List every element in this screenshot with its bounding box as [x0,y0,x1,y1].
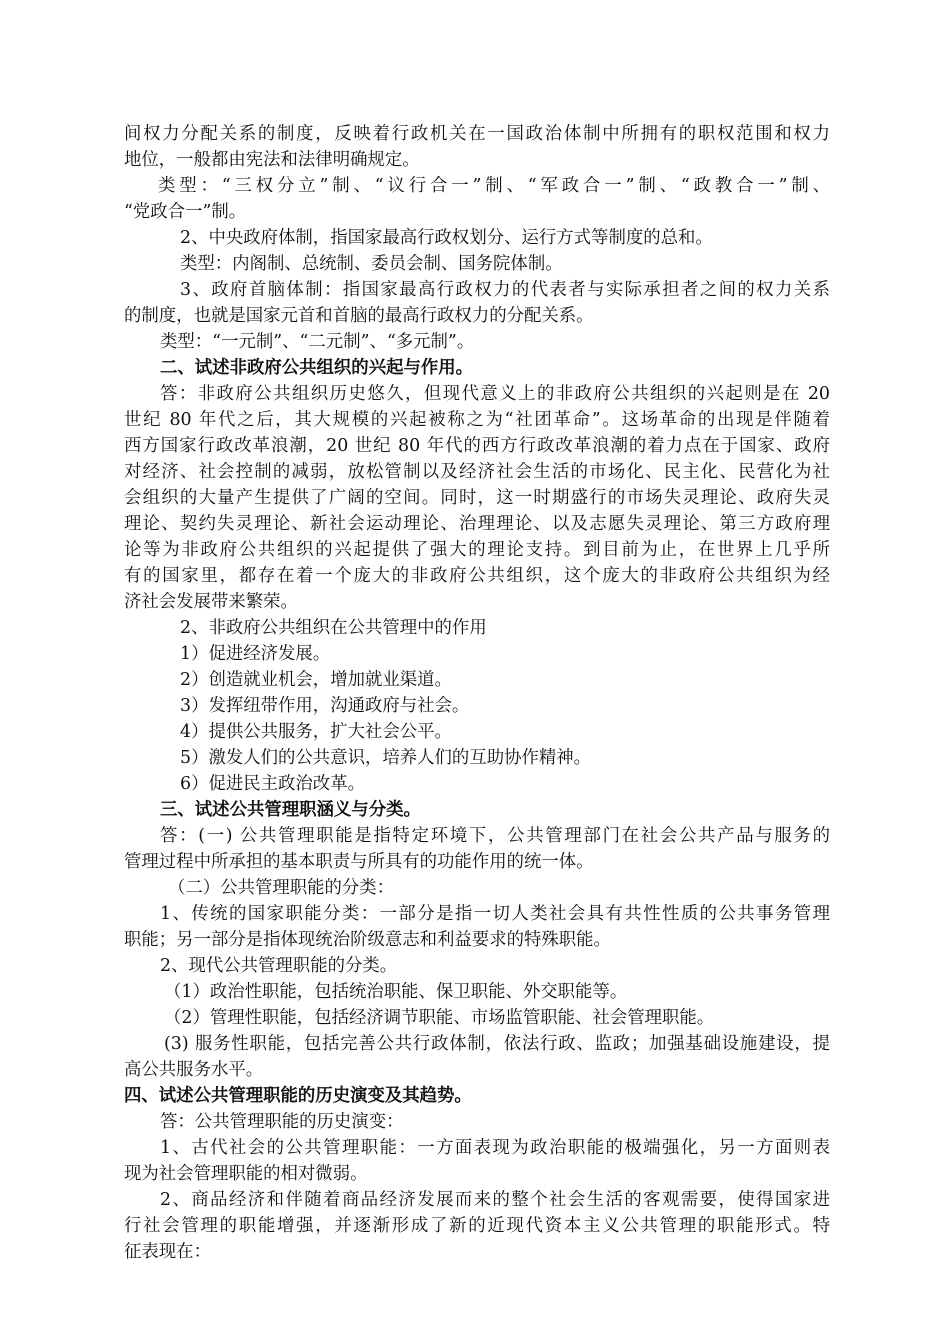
list-item: 5）激发人们的公共意识，培养人们的互助协作精神。 [180,748,592,768]
section-heading: 二、试述非政府公共组织的兴起与作用。 [160,358,474,378]
section-heading: 三、试述公共管理职涵义与分类。 [160,800,421,820]
text-line: 答：(一) 公共管理职能是指特定环境下，公共管理部门在社会公共产品与服务的 [160,826,830,846]
text-line: 3、政府首脑体制：指国家最高行政权力的代表者与实际承担者之间的权力关系 [180,280,830,300]
list-item: 3）发挥纽带作用，沟通政府与社会。 [180,696,470,716]
text-line: 对经济、社会控制的减弱，放松管制以及经济社会生活的市场化、民主化、民营化为社 [124,462,830,482]
text-line: 论等为非政府公共组织的兴起提供了强大的理论支持。到目前为止，在世界上几乎所 [124,540,830,560]
text-line: 2、商品经济和伴随着商品经济发展而来的整个社会生活的客观需要，使得国家进 [160,1190,830,1210]
text-line: 职能；另一部分是指体现统治阶级意志和利益要求的特殊职能。 [124,930,611,950]
text-line: （二）公共管理职能的分类： [168,878,395,898]
list-item: （2）管理性职能，包括经济调节职能、市场监管职能、社会管理职能。 [164,1008,715,1028]
text-line: 1、传统的国家职能分类：一部分是指一切人类社会具有共性性质的公共事务管理 [160,904,830,924]
text-line: “党政合一”制。 [124,202,247,222]
list-item: 6）促进民主政治改革。 [180,774,365,794]
text-line: 理论、契约失灵理论、新社会运动理论、治理理论、以及志愿失灵理论、第三方政府理 [124,514,830,534]
text-line: 会组织的大量产生提供了广阔的空间。同时，这一时期盛行的市场失灵理论、政府失灵 [124,488,830,508]
text-line: 地位，一般都由宪法和法律明确规定。 [124,150,420,170]
text-line: 2、中央政府体制，指国家最高行政权划分、运行方式等制度的总和。 [180,228,713,248]
text-line: 世纪 80 年代之后，其大规模的兴起被称之为“社团革命”。这场革命的出现是伴随着 [124,410,830,430]
text-line: 间权力分配关系的制度，反映着行政机关在一国政治体制中所拥有的职权范围和权力 [124,124,830,144]
text-line: 现为社会管理职能的相对微弱。 [124,1164,368,1184]
text-line: 征表现在： [124,1242,211,1262]
text-line: 2、非政府公共组织在公共管理中的作用 [180,618,487,638]
text-line: 有的国家里，都存在着一个庞大的非政府公共组织，这个庞大的非政府公共组织为经 [124,566,830,586]
text-line: 1、古代社会的公共管理职能：一方面表现为政治职能的极端强化，另一方面则表 [160,1138,830,1158]
text-line: 的制度，也就是国家元首和首脑的最高行政权力的分配关系。 [124,306,594,326]
list-item: （1）政治性职能，包括统治职能、保卫职能、外交职能等。 [164,982,628,1002]
text-line: 类型：内阁制、总统制、委员会制、国务院体制。 [180,254,563,274]
text-line: 答：非政府公共组织历史悠久，但现代意义上的非政府公共组织的兴起则是在 20 [160,384,830,404]
list-item: 4）提供公共服务，扩大社会公平。 [180,722,452,742]
text-line: 2、现代公共管理职能的分类。 [160,956,398,976]
text-line: 类型：“一元制”、“二元制”、“多元制”。 [160,332,475,352]
section-heading: 四、试述公共管理职能的历史演变及其趋势。 [124,1086,472,1106]
list-item: (3) 服务性职能，包括完善公共行政体制，依法行政、监政；加强基础设施建设，提 [164,1034,830,1054]
text-line: 答：公共管理职能的历史演变： [160,1112,404,1132]
list-item: 1）促进经济发展。 [180,644,331,664]
text-line: 高公共服务水平。 [124,1060,264,1080]
list-item: 2）创造就业机会，增加就业渠道。 [180,670,452,690]
text-line: 济社会发展带来繁荣。 [124,592,298,612]
text-line: 西方国家行政改革浪潮，20 世纪 80 年代的西方行政改革浪潮的着力点在于国家、政府 [124,436,830,456]
text-line: 管理过程中所承担的基本职责与所具有的功能作用的统一体。 [124,852,594,872]
document-page [124,121,830,1265]
text-line: 类型：“三权分立”制、“议行合一”制、“军政合一”制、“政教合一”制、 [158,176,830,196]
text-line: 行社会管理的职能增强，并逐渐形成了新的近现代资本主义公共管理的职能形式。特 [124,1216,830,1236]
